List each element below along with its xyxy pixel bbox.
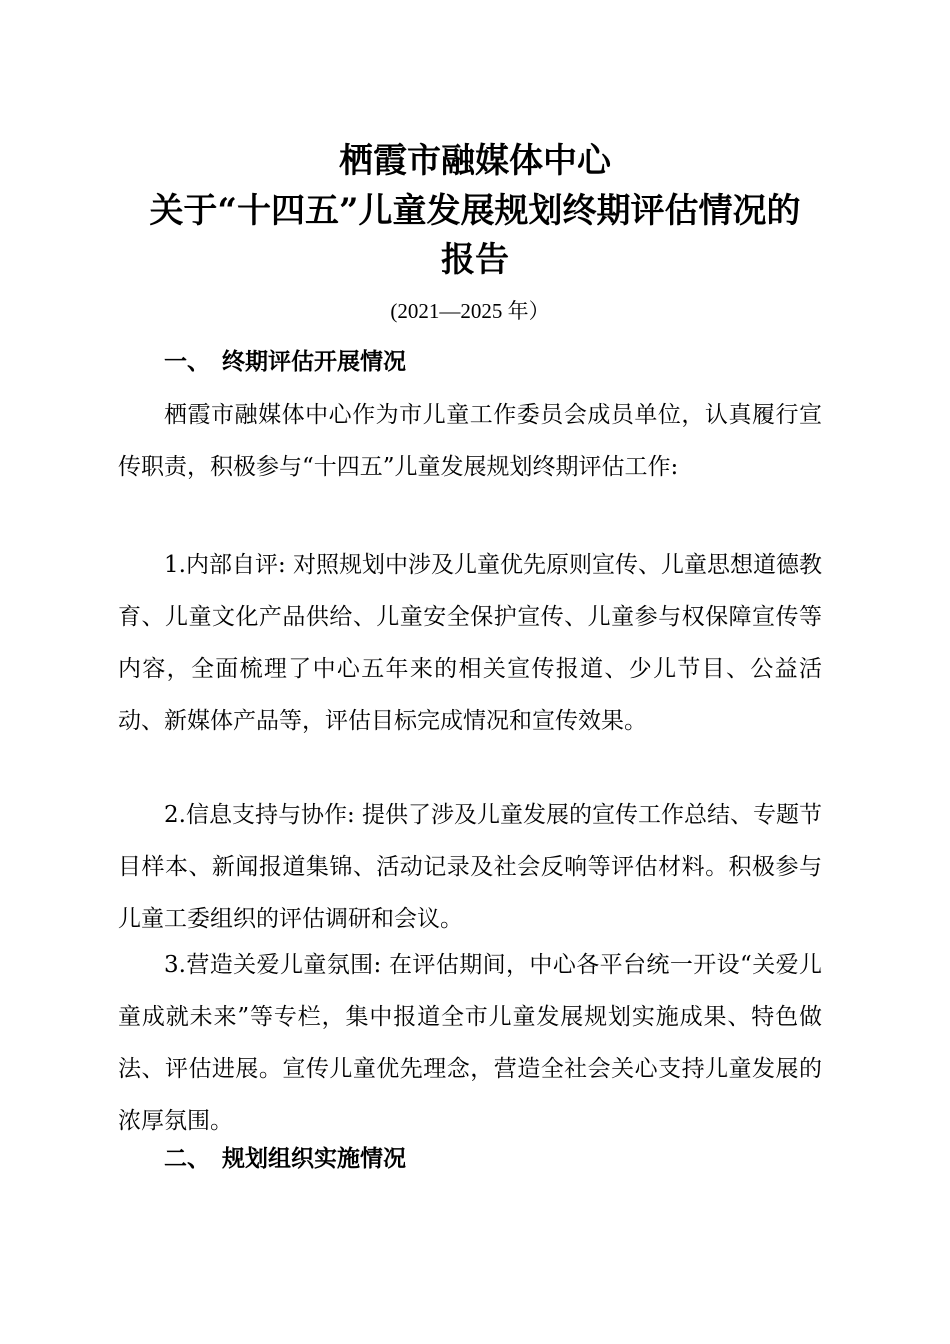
title-line-3: 报告 [441,240,509,280]
title-line-1: 栖霞市融媒体中心 [339,141,611,181]
section-number-2: 二、 [164,1146,210,1172]
title-line-2: 关于“十四五”儿童发展规划终期评估情况的 [149,191,801,231]
paragraph-intro: 栖霞市融媒体中心作为市儿童工作委员会成员单位，认真履行宣传职责，积极参与“十四五”儿童发展规划终期评估工作: [118,402,822,480]
section-heading-2 [164,1143,406,1175]
section-title-1: 终期评估开展情况 [222,349,406,375]
paragraph-item-2: 2.信息支持与协作: 提供了涉及儿童发展的宣传工作总结、专题节目样本、新闻报道集锦、活动记录及社会反响等评估材料。积极参与儿童工委组织的评估调研和会议。 [118,802,823,932]
section-heading-1 [164,346,406,378]
subtitle-date-range: (2021—2025 年） [390,299,550,323]
section-number-1: 一、 [164,349,210,375]
paragraph-item-1: 1.内部自评: 对照规划中涉及儿童优先原则宣传、儿童思想道德教育、儿童文化产品供给、儿童安全保护宣传、儿童参与权保障宣传等内容，全面梳理了中心五年来的相关宣传报道、少儿节目、公益活动、新媒体产品等，评估目标完成情况和宣传效果。 [118,552,823,734]
paragraph-item-3: 3.营造关爱儿童氛围: 在评估期间，中心各平台统一开设“关爱儿童成就未来”等专栏，集中报道全市儿童发展规划实施成果、特色做法、评估进展。宣传儿童优先理念，营造全社会关心支持儿童发展的浓厚氛围。 [118,952,822,1134]
section-title-2: 规划组织实施情况 [222,1146,406,1172]
